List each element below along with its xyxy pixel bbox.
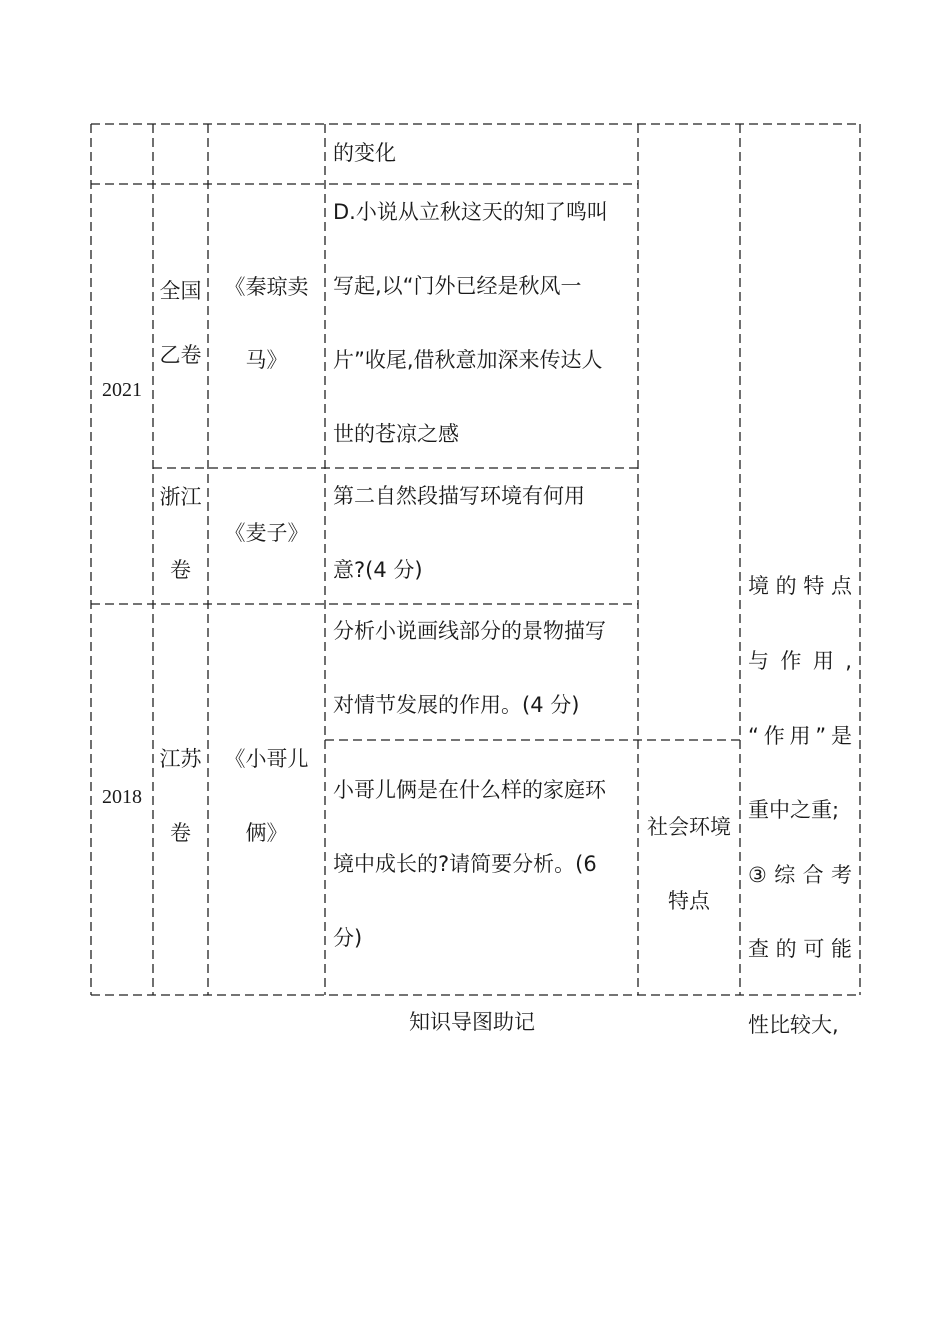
question-2021-quanguo-line4: 世的苍凉之感 xyxy=(333,422,459,446)
question-2018-jiangsu-2-line3: 分) xyxy=(333,926,363,950)
year-2018: 2018 xyxy=(102,786,142,808)
text-xiao-ge-er-line2: 俩》 xyxy=(245,821,288,845)
analysis-continued: 性比较大, xyxy=(748,1013,839,1037)
focus-line1: 社会环境 xyxy=(647,815,731,839)
question-2021-zhejiang-line2: 意?(4 分) xyxy=(333,558,423,582)
question-2021-quanguo-line2: 写起,以“门外已经是秋风一 xyxy=(333,274,582,298)
analysis-line6: 查的可能 xyxy=(748,937,852,961)
question-2018-jiangsu-1-line2: 对情节发展的作用。(4 分) xyxy=(333,693,580,717)
text-qin-qiong-line2: 马》 xyxy=(245,348,288,372)
text-maizi: 《麦子》 xyxy=(224,521,309,545)
paper-jiangsu-line1: 江苏 xyxy=(159,747,202,771)
question-2021-quanguo-line1: D.小说从立秋这天的知了鸣叫 xyxy=(333,200,608,224)
paper-quanguo-yi-line2: 乙卷 xyxy=(159,343,202,367)
paper-zhejiang-line2: 卷 xyxy=(170,558,191,582)
year-2021: 2021 xyxy=(102,379,142,401)
question-2018-jiangsu-2-line1: 小哥儿俩是在什么样的家庭环 xyxy=(333,778,606,802)
analysis-line2: 与作用, xyxy=(748,649,852,673)
analysis-line1: 境的特点 xyxy=(748,574,852,598)
analysis-line5: ③综合考 xyxy=(748,863,852,887)
focus-line2: 特点 xyxy=(668,889,710,913)
paper-quanguo-yi-line1: 全国 xyxy=(159,279,202,303)
paper-jiangsu-line2: 卷 xyxy=(170,821,191,845)
question-2018-jiangsu-1-line1: 分析小说画线部分的景物描写 xyxy=(333,619,606,643)
knowledge-map-title: 知识导图助记 xyxy=(409,1010,535,1034)
analysis-line4: 重中之重; xyxy=(748,798,840,822)
text-qin-qiong-line1: 《秦琼卖 xyxy=(224,275,309,299)
question-2021-zhejiang-line1: 第二自然段描写环境有何用 xyxy=(333,484,585,508)
text-xiao-ge-er-line1: 《小哥儿 xyxy=(224,747,309,771)
analysis-line3: “作用”是 xyxy=(748,724,852,748)
continued-question-text: 的变化 xyxy=(333,141,396,165)
question-2018-jiangsu-2-line2: 境中成长的?请简要分析。(6 xyxy=(333,852,597,876)
paper-zhejiang-line1: 浙江 xyxy=(159,485,202,509)
question-2021-quanguo-line3: 片”收尾,借秋意加深来传达人 xyxy=(333,348,603,372)
